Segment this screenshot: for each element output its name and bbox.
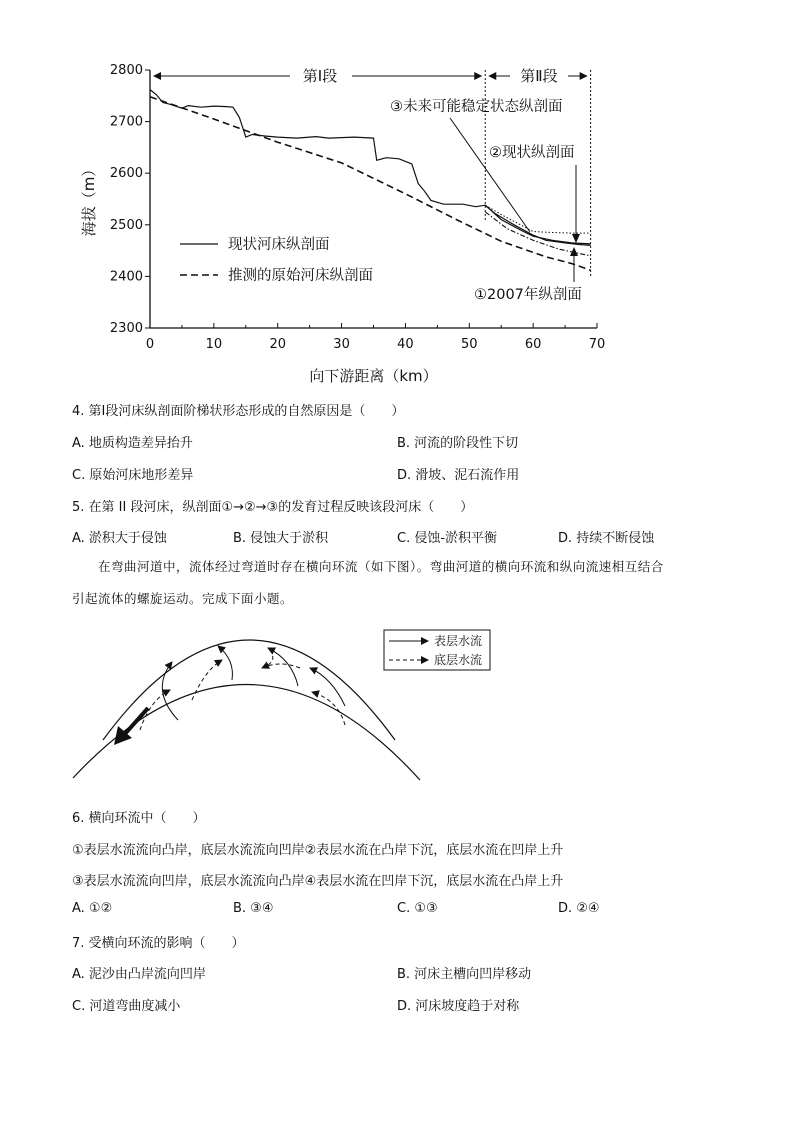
x-tick-label: 0 [145, 337, 155, 352]
legend-bottom-label: 底层水流 [434, 653, 483, 667]
section2-label: 第Ⅱ段 [520, 67, 558, 85]
q7-option-c[interactable]: C. 河道弯曲度减小 [72, 999, 181, 1014]
q6-option-d[interactable]: D. ②④ [558, 901, 600, 916]
y-tick-label: 2800 [109, 63, 143, 78]
legend-label-current: 现状河床纵剖面 [228, 237, 330, 253]
x-axis-label: 向下游距离（km） [309, 367, 438, 385]
q7-option-b[interactable]: B. 河床主槽向凹岸移动 [397, 967, 532, 982]
y-axis-label: 海拔（m） [80, 161, 98, 237]
x-tick-label: 10 [205, 337, 223, 352]
section2-arrowhead-left [488, 72, 496, 80]
q4-stem: 4. 第Ⅰ段河床纵剖面阶梯状形态形成的自然原因是（ ） [72, 404, 405, 419]
q6-option-c[interactable]: C. ①③ [397, 901, 438, 916]
x-tick-label: 20 [269, 337, 286, 352]
annotation-future-leader [450, 118, 530, 232]
q5-option-b[interactable]: B. 侵蚀大于淤积 [233, 531, 329, 546]
annotation-current: ②现状纵剖面 [489, 145, 575, 161]
section2-arrowhead-right [580, 72, 588, 80]
x-tick-label: 40 [397, 337, 414, 352]
outer-bank [103, 640, 395, 740]
main-flow-arrow [114, 708, 148, 745]
intro-line-1: 在弯曲河道中，流体经过弯道时存在横向环流（如下图）。弯曲河道的横向环流和纵向流速相互结合 [98, 559, 664, 574]
meander-figure [0, 612, 794, 792]
q7-stem: 7. 受横向环流的影响（ ） [72, 936, 245, 951]
x-tick-label: 30 [333, 337, 350, 352]
q6-option-b[interactable]: B. ③④ [233, 901, 274, 916]
q5-option-c[interactable]: C. 侵蚀-淤积平衡 [397, 531, 498, 546]
x-tick-label: 60 [524, 337, 542, 352]
q6-statements-2: ③表层水流流向凹岸，底层水流流向凸岸④表层水流在凹岸下沉，底层水流在凸岸上升 [72, 874, 564, 889]
section1-arrowhead-right [474, 72, 482, 80]
profile-chart [0, 0, 794, 395]
legend-label-original: 推测的原始河床纵剖面 [228, 268, 373, 284]
q7-option-d[interactable]: D. 河床坡度趋于对称 [397, 999, 520, 1014]
annotation-2007: ①2007年纵剖面 [474, 287, 582, 303]
y-tick-label: 2300 [109, 321, 143, 336]
section1-arrowhead-left [153, 72, 161, 80]
q5-stem: 5. 在第 II 段河床，纵剖面①→②→③的发育过程反映该段河床（ ） [72, 500, 474, 515]
x-tick-label: 50 [461, 337, 478, 352]
x-tick-label: 70 [588, 337, 606, 352]
intro-line-2: 引起流体的螺旋运动。完成下面小题。 [72, 591, 294, 606]
bottom-flow-arrows [140, 655, 345, 730]
y-tick-label: 2500 [109, 217, 143, 233]
annotation-future: ③未来可能稳定状态纵剖面 [390, 99, 563, 115]
y-tick-label: 2400 [109, 269, 143, 285]
q4-option-c[interactable]: C. 原始河床地形差异 [72, 468, 194, 483]
y-tick-label: 2600 [109, 166, 143, 182]
q4-option-a[interactable]: A. 地质构造差异抬升 [72, 436, 193, 451]
q5-option-d[interactable]: D. 持续不断侵蚀 [558, 531, 655, 546]
q7-option-a[interactable]: A. 泥沙由凸岸流向凹岸 [72, 967, 206, 982]
q6-option-a[interactable]: A. ①② [72, 901, 113, 916]
q6-statements-1: ①表层水流流向凸岸，底层水流流向凹岸②表层水流在凸岸下沉，底层水流在凹岸上升 [72, 843, 564, 858]
q6-stem: 6. 横向环流中（ ） [72, 811, 206, 826]
y-tick-label: 2700 [109, 114, 143, 130]
legend-surface-label: 表层水流 [434, 634, 483, 648]
q5-option-a[interactable]: A. 淤积大于侵蚀 [72, 531, 167, 546]
section1-label: 第Ⅰ段 [302, 67, 338, 85]
q4-option-b[interactable]: B. 河流的阶段性下切 [397, 436, 519, 451]
q4-option-d[interactable]: D. 滑坡、泥石流作用 [397, 468, 520, 483]
annotation-current-arrowhead [572, 234, 580, 243]
